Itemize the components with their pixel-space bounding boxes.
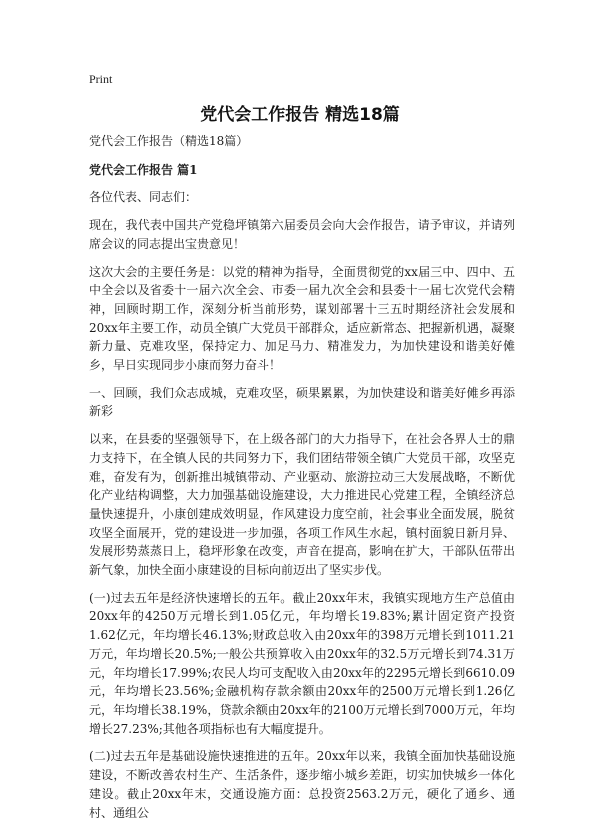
document-body — [89, 132, 515, 831]
main-task-paragraph: 这次大会的主要任务是：以党的精神为指导，全面贯彻党的xx届三中、四中、五中全会以及省委十一届六次全会、市委一届九次全会和县委十一届七次党代会精神，回顾时期工作，深刻分析当前形势，谋划部署十三五时期经济社会发展和20xx年主要工作，动员全镇广大党员干部群众，适应新常态、把握新机遇，凝聚新力量、克难攻坚，保持定力、加足马力、精准发力，为加快建设和谐美好傩乡，早日实现同步小康而努力奋斗！ — [89, 264, 515, 373]
infrastructure-paragraph: (二)过去五年是基础设施快速推进的五年。20xx年以来，我镇全面加快基础设施建设，不断改善农村生产、生活条件，逐步缩小城乡差距，切实加快城乡一体化建设。截止20xx年末，交通设施方面：总投资2563.2万元，硬化了通乡、通村、通组公 — [89, 749, 515, 820]
section-heading: 党代会工作报告 篇1 — [89, 162, 198, 177]
document-subtitle: 党代会工作报告（精选18篇） — [89, 134, 249, 148]
economic-growth-paragraph: (一)过去五年是经济快速增长的五年。截止20xx年末，我镇实现地方生产总值由20xx年的4250万元增长到1.05亿元，年均增长19.83%;累计固定资产投资1.62亿元，年均增长46.13%;财政总收入由20xx年的398万元增长到1011.21万元，年均增长20.5%;一般公共预算收入由20xx年的32.5万元增长到74.31万元，年均增长17.99%;农民人均可支配收入由20xx年的2295元增长到6610.09元，年均增长23.56%;金融机构存款余额由20xx年的2500万元增长到1.26亿元，年均增长38.19%，贷款余额由20xx年的2100万元增长到7000万元，年均增长27.23%;其他各项指标也有大幅度提升。 — [89, 590, 515, 736]
salutation-paragraph: 各位代表、同志们： — [89, 190, 198, 205]
review-summary-paragraph: 以来，在县委的坚强领导下，在上级各部门的大力指导下，在社会各界人士的鼎力支持下，在全镇人民的共同努力下，我们团结带领全镇广大党员干部，攻坚克难，奋发有为，创新推出城镇带动、产业驱动、旅游拉动三大发展战略，不断优化产业结构调整，大力加强基础设施建设，大力推进民心党建工程，全镇经济总量快速提升，小康创建成效明显，作风建设力度空前，社会事业全面发展，脱贫攻坚全面展开，党的建设进一步加强，各项工作风生水起，镇村面貌日新月异、发展形势蒸蒸日上，稳坪形象在改变，声音在提高，影响在扩大，干部队伍带出新气象，加快全面小康建设的目标向前迈出了坚实步伐。 — [89, 432, 515, 578]
review-heading-paragraph: 一、回顾，我们众志成城，克难攻坚，硕果累累，为加快建设和谐美好傩乡再添新彩 — [89, 385, 515, 419]
opening-paragraph: 现在，我代表中国共产党稳坪镇第六届委员会向大会作报告，请予审议，并请列席会议的同志提出宝贵意见！ — [89, 218, 515, 251]
print-label[interactable]: Print — [89, 72, 113, 86]
document-title: 党代会工作报告 精选18篇 — [200, 105, 400, 125]
